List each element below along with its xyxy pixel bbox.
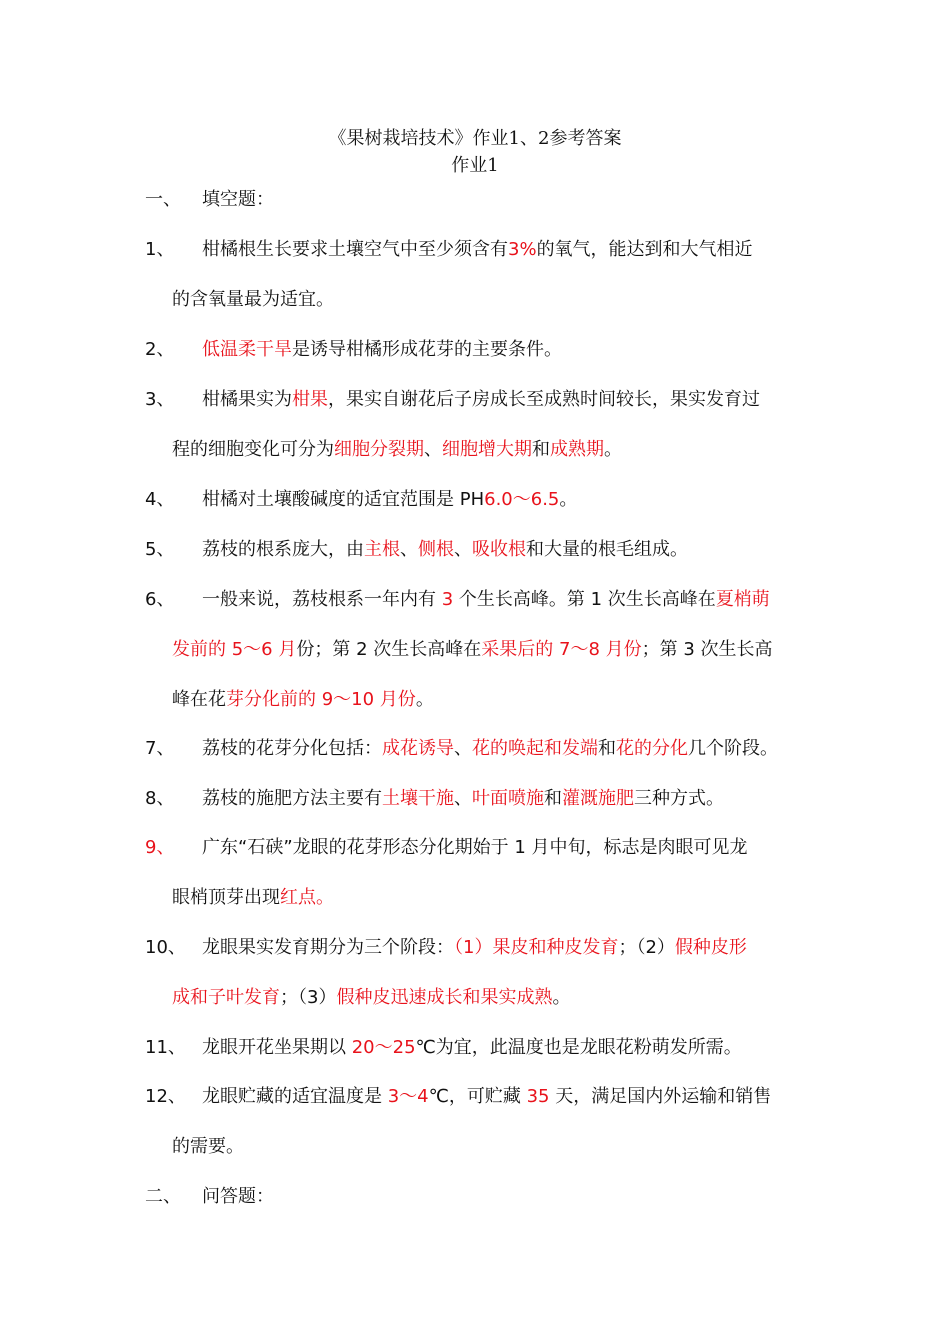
- question-text: [202, 338, 562, 362]
- answer-text: 6.0～6.5: [484, 489, 560, 510]
- question-text-segment: 和: [544, 788, 562, 809]
- question-text: [202, 787, 724, 811]
- question-text: [172, 987, 570, 1008]
- section-label: 问答题：: [202, 1186, 274, 1207]
- question-text-segment: 、: [454, 738, 472, 759]
- question-number: 8、: [145, 788, 175, 809]
- document-title: 《果树栽培技术》作业1、2参考答案: [328, 128, 622, 149]
- question-text: [202, 737, 778, 761]
- answer-text: 芽分化前的 9～10 月份: [226, 689, 416, 710]
- question-text-segment: 程的细胞变化可分为: [172, 439, 334, 460]
- question-text-segment: 、: [454, 539, 472, 560]
- question-text-segment: ，果实自谢花后子房成长至成熟时间较长，果实发育过: [328, 389, 760, 410]
- answer-text: 3～4: [387, 1086, 429, 1107]
- question-text: [202, 538, 688, 562]
- question-item-continuation: [172, 688, 434, 712]
- question-number: 10、: [145, 937, 186, 958]
- question-text-segment: 天，满足国内外运输和销售: [549, 1086, 772, 1107]
- question-item-continuation: [172, 438, 622, 462]
- question-text: [172, 439, 622, 460]
- question-text-segment: ；第 3 次生长高: [641, 639, 773, 660]
- question-text-segment: 龙眼开花坐果期以: [202, 1037, 352, 1058]
- answer-text: 柑果: [292, 389, 328, 410]
- question-text-segment: 荔枝的施肥方法主要有: [202, 788, 382, 809]
- question-text-segment: 的含氧量最为适宜。: [172, 289, 334, 310]
- question-text-segment: ；（2）: [618, 937, 675, 958]
- answer-text: 成熟期: [550, 439, 604, 460]
- question-text-segment: 。: [604, 439, 622, 460]
- answer-text: 低温柔干旱: [202, 339, 292, 360]
- question-text-segment: 和: [532, 439, 550, 460]
- answer-text: 红点。: [280, 887, 334, 908]
- answer-text: 假种皮形: [674, 937, 747, 958]
- question-text-segment: 、: [454, 788, 472, 809]
- question-text-segment: 是诱导柑橘形成花芽的主要条件。: [292, 339, 562, 360]
- question-item-continuation: [172, 986, 570, 1010]
- question-text: [202, 936, 747, 960]
- answer-text: 夏梢萌: [715, 589, 770, 610]
- question-text-segment: 几个阶段。: [688, 738, 778, 759]
- question-text-segment: 一般来说，荔枝根系一年内有: [202, 589, 442, 610]
- question-text-segment: ℃为宜，此温度也是龙眼花粉萌发所需。: [415, 1037, 742, 1058]
- question-item-continuation: [172, 886, 334, 910]
- question-text-segment: 荔枝的花芽分化包括：: [202, 738, 382, 759]
- question-item-continuation: [172, 288, 334, 312]
- question-text-segment: 眼梢顶芽出现: [172, 887, 280, 908]
- question-number: 2、: [145, 339, 175, 360]
- question-text-segment: 峰在花: [172, 689, 226, 710]
- question-number: 5、: [145, 539, 175, 560]
- answer-text: 假种皮迅速成长和果实成熟: [336, 987, 553, 1008]
- question-text-segment: 柑橘根生长要求土壤空气中至少须含有: [202, 239, 508, 260]
- question-text: [202, 388, 760, 412]
- question-text: [202, 488, 577, 512]
- question-text-segment: 、: [424, 439, 442, 460]
- answer-text: 3: [441, 589, 454, 610]
- section-label: 填空题：: [202, 189, 274, 210]
- question-text: [172, 639, 773, 660]
- answer-text: 20～25: [351, 1037, 416, 1058]
- question-number: 11、: [145, 1037, 186, 1058]
- question-text: [202, 1085, 771, 1109]
- question-text-segment: 荔枝的根系庞大，由: [202, 539, 364, 560]
- answer-text: 花的唤起和发端: [472, 738, 598, 759]
- section-number: 二、: [145, 1186, 181, 1207]
- question-number: 4、: [145, 489, 175, 510]
- answer-text: 3%: [508, 239, 537, 260]
- document-subtitle: 作业1: [451, 155, 499, 176]
- question-text: [202, 1036, 742, 1060]
- question-text-segment: 的需要。: [172, 1136, 244, 1157]
- question-text: [172, 1136, 244, 1157]
- answer-text: 花的分化: [616, 738, 688, 759]
- question-text: [172, 887, 334, 908]
- question-text-segment: 的氧气，能达到和大气相近: [536, 239, 753, 260]
- question-text-segment: 。: [559, 489, 578, 510]
- answer-text: 主根: [364, 539, 400, 560]
- answer-text: 35: [526, 1086, 550, 1107]
- answer-text: （1）果皮和种皮发育: [454, 937, 619, 958]
- question-text-segment: 。: [552, 987, 571, 1008]
- question-number: 1、: [145, 239, 175, 260]
- question-text-segment: ℃，可贮藏: [428, 1086, 527, 1107]
- question-number: 7、: [145, 738, 175, 759]
- question-number: 6、: [145, 589, 175, 610]
- question-text: [172, 689, 434, 710]
- question-text-segment: ；（3）: [280, 987, 337, 1008]
- question-text-segment: 龙眼贮藏的适宜温度是: [202, 1086, 388, 1107]
- question-text-segment: 个生长高峰。第 1 次生长高峰在: [453, 589, 716, 610]
- question-number: 9、: [145, 837, 175, 858]
- answer-text: 发前的 5～6 月: [172, 639, 297, 660]
- answer-text: 成和子叶发育: [172, 987, 280, 1008]
- question-text: [172, 289, 334, 310]
- question-text-segment: 龙眼果实发育期分为三个阶段：: [202, 937, 454, 958]
- question-text-segment: 三种方式。: [634, 788, 724, 809]
- question-text: [202, 588, 770, 612]
- answer-text: 成花诱导: [382, 738, 454, 759]
- question-text-segment: 柑橘果实为: [202, 389, 292, 410]
- question-text: [202, 238, 753, 262]
- answer-text: 土壤干施: [382, 788, 454, 809]
- question-number: 12、: [145, 1086, 186, 1107]
- answer-text: 细胞分裂期: [334, 439, 424, 460]
- question-text-segment: 和: [598, 738, 616, 759]
- question-text-segment: 、: [400, 539, 418, 560]
- question-item-continuation: [172, 1135, 244, 1159]
- question-text-segment: 广东“石硖”龙眼的花芽形态分化期始于 1 月中旬，标志是肉眼可见龙: [202, 837, 748, 858]
- question-text-segment: 和大量的根毛组成。: [526, 539, 688, 560]
- question-text-segment: 份；第 2 次生长高峰在: [296, 639, 482, 660]
- answer-text: 叶面喷施: [472, 788, 544, 809]
- answer-text: 采果后的 7～8 月份: [481, 639, 642, 660]
- question-text-segment: 柑橘对土壤酸碱度的适宜范围是 PH: [202, 489, 485, 510]
- answer-text: 细胞增大期: [442, 439, 532, 460]
- answer-text: 吸收根: [472, 539, 526, 560]
- question-number: 3、: [145, 389, 175, 410]
- section-number: 一、: [145, 189, 181, 210]
- answer-text: 侧根: [418, 539, 454, 560]
- question-text: [202, 836, 748, 860]
- question-text-segment: 。: [415, 689, 434, 710]
- answer-text: 灌溉施肥: [562, 788, 634, 809]
- question-item-continuation: [172, 638, 773, 662]
